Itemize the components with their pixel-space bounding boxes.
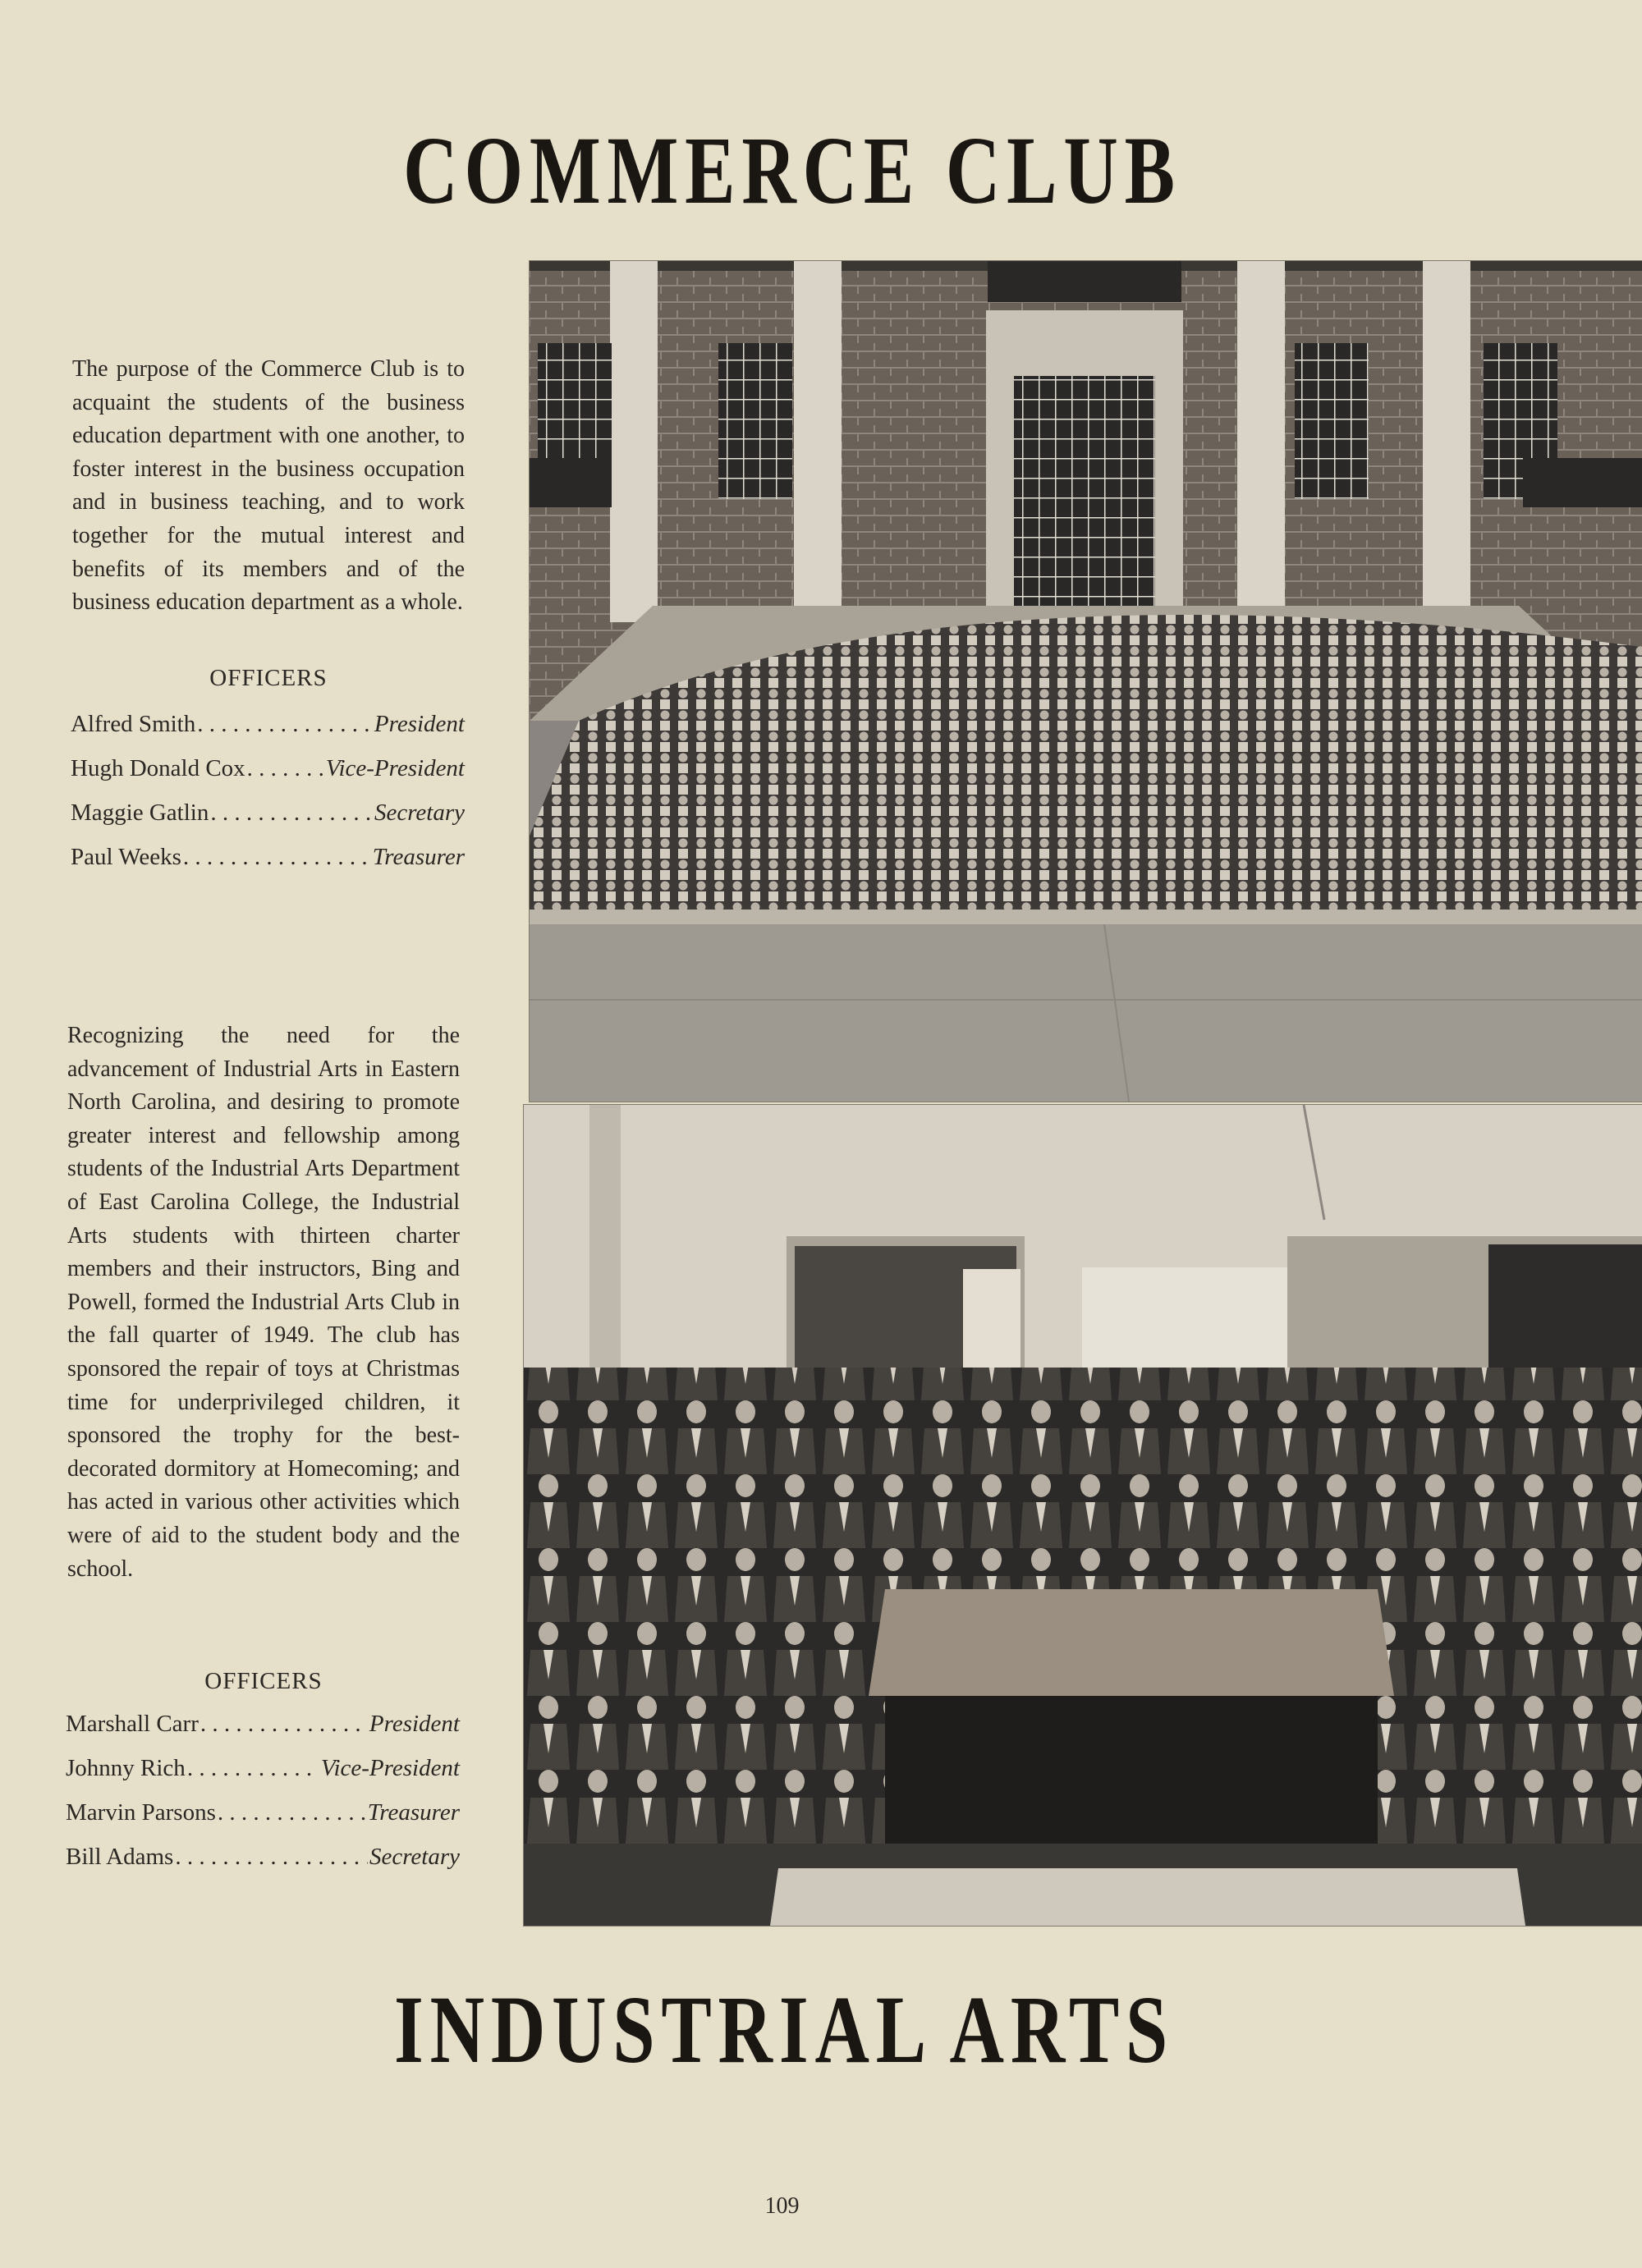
officer-name: Hugh Donald Cox [71, 755, 245, 781]
officer-entry [71, 711, 465, 755]
officer-role: President [374, 711, 465, 737]
commerce-club-group-photo [530, 261, 1642, 1102]
leader-dots [197, 711, 373, 738]
industrial-arts-group-photo [524, 1105, 1642, 1926]
commerce-club-title: COMMERCE CLUB [403, 117, 1181, 224]
page-number: 109 [764, 2193, 800, 2219]
commerce-club-officers-list [71, 711, 465, 888]
leader-dots [187, 1755, 319, 1782]
officer-role: Vice-President [325, 755, 465, 781]
leader-dots [200, 1711, 368, 1738]
officer-name: Paul Weeks [71, 844, 181, 870]
officer-role: Vice-President [320, 1755, 460, 1781]
officer-role: Treasurer [372, 844, 465, 870]
officer-name: Johnny Rich [66, 1755, 186, 1781]
officer-name: Maggie Gatlin [71, 800, 209, 826]
officer-name: Alfred Smith [71, 711, 196, 737]
officer-entry [66, 1799, 460, 1844]
officer-name: Marshall Carr [66, 1711, 199, 1737]
industrial-arts-officers-heading: OFFICERS [204, 1668, 323, 1694]
officer-role: Secretary [374, 800, 465, 826]
leader-dots [210, 800, 373, 827]
commerce-club-officers-heading: OFFICERS [209, 665, 328, 691]
industrial-arts-title: INDUSTRIAL ARTS [393, 1976, 1175, 2083]
officer-entry [66, 1711, 460, 1755]
officer-name: Bill Adams [66, 1844, 174, 1870]
leader-dots [175, 1844, 368, 1871]
officer-role: Secretary [369, 1844, 460, 1870]
officer-name: Marvin Parsons [66, 1799, 216, 1826]
officer-role: Treasurer [367, 1799, 460, 1826]
leader-dots [247, 755, 324, 782]
officer-entry [71, 800, 465, 844]
industrial-arts-photo-illustration [524, 1105, 1642, 1926]
commerce-club-photo-illustration [530, 261, 1642, 1102]
leader-dots [218, 1799, 366, 1826]
officer-entry [71, 755, 465, 800]
industrial-arts-description: Recognizing the need for the advancement of Industrial Arts in Eastern North Carolina, and desiring to promote greater interest and fellowship among students of the Industrial Arts Department of East Carolina College, the Industrial Arts students with thirteen charter members and their instructors, Bing and Powell, formed the Industrial Arts Club in the fall quarter of 1949. The club has sponsored the repair of toys at Christmas time for underprivileged children, it sponsored the trophy for the best-decorated dormitory at Homecoming; and has acted in various other activities which were of aid to the student body and the school. [67, 1023, 460, 1582]
officer-entry [66, 1844, 460, 1888]
officer-entry [66, 1755, 460, 1799]
industrial-arts-officers-list [66, 1711, 460, 1888]
officer-entry [71, 844, 465, 888]
officer-role: President [369, 1711, 460, 1737]
commerce-club-description: The purpose of the Commerce Club is to acquaint the students of the business education department with one another, to foster interest in the business occupation and in business teaching, and to work together for the mutual interest and benefits of its members and of the business education department as a whole. [72, 356, 465, 616]
leader-dots [183, 844, 371, 871]
